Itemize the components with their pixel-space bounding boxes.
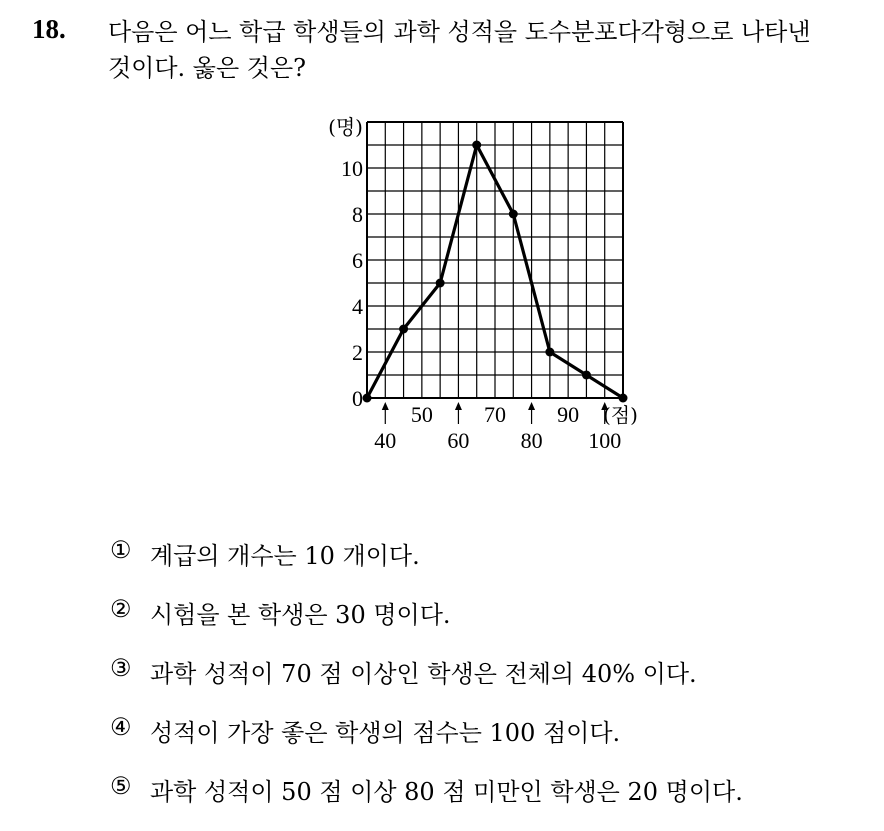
answer-choices [110,536,743,831]
data-point [619,394,628,403]
data-point [363,394,372,403]
y-tick-label: 8 [352,202,363,227]
choice-4[interactable] [110,713,743,772]
choice-2-text: 시험을 본 학생은 30 명이다. [150,601,451,629]
choice-1-text: 계급의 개수는 10 개이다. [150,542,420,570]
choice-3-text: 과학 성적이 70 점 이상인 학생은 전체의 40% 이다. [150,660,697,688]
x-boundary-label: 40 [374,428,397,453]
y-tick-label: 4 [352,294,363,319]
stem-line-2: 것이다. 옳은 것은? [108,54,307,82]
boundary-arrowhead [382,402,389,410]
choice-4-mark: ④ [110,713,132,741]
stem-line-1: 다음은 어느 학급 학생들의 과학 성적을 도수분포다각형으로 나타낸 [108,18,811,46]
y-tick-label: 2 [352,340,363,365]
boundary-arrowhead [528,402,535,410]
x-class-label: 90 [557,402,580,427]
choice-3-mark: ③ [110,654,132,682]
choice-2-mark: ② [110,595,132,623]
question-number: 18. [32,14,66,44]
data-point [472,141,481,150]
choice-1-mark: ① [110,536,132,564]
choice-3[interactable] [110,654,743,713]
x-boundary-label: 100 [588,428,622,453]
y-tick-label: 0 [352,386,363,411]
choice-5-text: 과학 성적이 50 점 이상 80 점 미만인 학생은 20 명이다. [150,778,743,806]
choice-5[interactable] [110,772,743,831]
x-class-label: 70 [484,402,506,427]
y-tick-label: 10 [341,156,363,181]
x-class-label: 50 [410,402,433,427]
y-axis-label: (명) [328,115,363,139]
data-point [399,325,408,334]
data-point [545,348,554,357]
x-axis-label: (점) [603,403,638,427]
data-point [436,279,445,288]
y-tick-label: 6 [352,248,363,273]
x-boundary-label: 60 [447,428,470,453]
choice-4-text: 성적이 가장 좋은 학생의 점수는 100 점이다. [150,719,621,747]
boundary-arrowhead [455,402,462,410]
choice-2[interactable] [110,595,743,654]
data-point [509,210,518,219]
choice-1[interactable] [110,536,743,595]
choice-5-mark: ⑤ [110,772,132,800]
data-point [582,371,591,380]
x-boundary-label: 80 [520,428,543,453]
